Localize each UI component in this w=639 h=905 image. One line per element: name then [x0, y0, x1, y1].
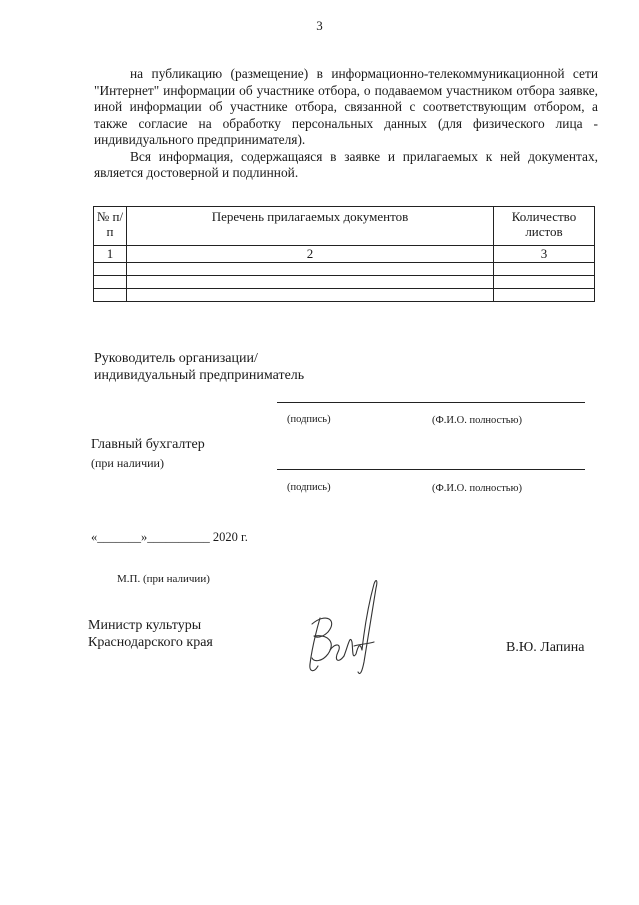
accountant-note: (при наличии) — [91, 456, 164, 470]
minister-title — [88, 617, 213, 651]
head-title — [94, 350, 304, 384]
consent-text — [94, 66, 598, 182]
date-field: «_______»__________ 2020 г. — [91, 530, 248, 544]
stamp-placeholder: М.П. (при наличии) — [117, 573, 210, 585]
column-number-1: 1 — [94, 246, 127, 263]
accountant-fio-caption: (Ф.И.О. полностью) — [432, 483, 522, 494]
table-row — [94, 276, 595, 289]
accountant-sign-caption: (подпись) — [287, 482, 331, 493]
validity-paragraph: Вся информация, содержащаяся в заявке и прилагаемых к ней документах, является достоверной и подлинной. — [94, 148, 598, 180]
minister-name: В.Ю. Лапина — [506, 640, 585, 655]
table-row — [94, 246, 595, 263]
accountant-signature-line — [277, 469, 585, 470]
header-documents: Перечень прилагаемых документов — [127, 207, 494, 246]
head-signature-line — [277, 402, 585, 403]
head-sign-caption: (подпись) — [287, 414, 331, 425]
head-fio-caption: (Ф.И.О. полностью) — [432, 415, 522, 426]
table-row — [94, 263, 595, 276]
minister-title-line1: Министр культуры — [88, 618, 202, 633]
documents-table — [93, 206, 595, 302]
minister-title-line2: Краснодарского края — [88, 635, 213, 650]
page-number: 3 — [316, 18, 323, 33]
table-header-row — [94, 207, 595, 246]
consent-paragraph: на публикацию (размещение) в информационно-телекоммуникационной сети "Интернет" информации об участнике отбора, о подаваемом участником отбора заявке, иной информации об участнике отбора, связанной с соответствующим отбором, а также согласие на обработку персональных данных (для физического лица - индивидуального предпринимателя). — [94, 66, 598, 147]
head-title-line1: Руководитель организации/ — [94, 351, 258, 366]
handwritten-signature — [298, 572, 388, 680]
table-row — [94, 289, 595, 302]
head-title-line2: индивидуальный предприниматель — [94, 368, 305, 383]
accountant-title: Главный бухгалтер — [91, 437, 205, 452]
column-number-3: 3 — [494, 246, 595, 263]
header-number: № п/п — [94, 207, 127, 246]
column-number-2: 2 — [127, 246, 494, 263]
header-sheets: Количество листов — [494, 207, 595, 246]
